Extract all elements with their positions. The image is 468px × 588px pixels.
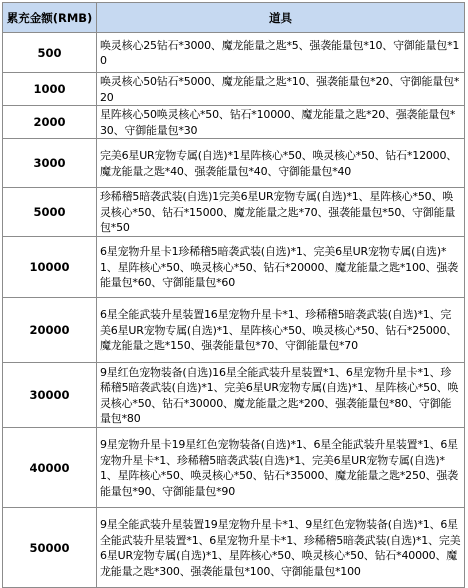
amount-cell: 10000 — [3, 237, 97, 298]
table-row — [3, 363, 465, 428]
items-cell: 珍稀稽5暗袭武装(自选)1完美6星UR宠物专属(自选)*1、星阵核心*50、唤灵核心*50、钻石*15000、魔龙能量之匙*70、强袭能量包*50、守御能量包*50 — [97, 188, 465, 237]
table-row — [3, 298, 465, 363]
header-row — [3, 3, 465, 33]
table-row — [3, 106, 465, 139]
items-cell: 6星宠物升星卡1珍稀稽5暗袭武装(自选)*1、完美6星UR宠物专属(自选)*1、星阵核心*50、唤灵核心*50、钻石*20000、魔龙能量之匙*100、强袭能量包*60、守御能量包*60 — [97, 237, 465, 298]
items-cell: 6星全能武装升星装置16星宠物升星卡*1、珍稀稽5暗袭武装(自选)*1、完美6星UR宠物专属(自选)*1、星阵核心*50、唤灵核心*50、钻石*25000、魔龙能量之匙*150、强袭能量包*70、守御能量包*70 — [97, 298, 465, 363]
amount-cell: 50000 — [3, 508, 97, 588]
items-cell: 唤灵核心50钻石*5000、魔龙能量之匙*10、强袭能量包*20、守御能量包*20 — [97, 73, 465, 106]
amount-cell: 30000 — [3, 363, 97, 428]
items-cell: 星阵核心50唤灵核心*50、钻石*10000、魔龙能量之匙*20、强袭能量包*30、守御能量包*30 — [97, 106, 465, 139]
items-cell: 9星全能武装升星装置19星宠物升星卡*1、9星红色宠物装备(自选)*1、6星全能武装升星装置*1、6星宠物升星卡*1、珍稀稽5暗袭武装(自选)*1、完美6星UR宠物专属(自选)*1、星阵核心*50、唤灵核心*50、钻石*40000、魔龙能量之匙*300、强袭能量包*100、守御能量包*100 — [97, 508, 465, 588]
items-cell: 唤灵核心25钻石*3000、魔龙能量之匙*5、强袭能量包*10、守御能量包*10 — [97, 33, 465, 73]
amount-cell: 20000 — [3, 298, 97, 363]
amount-cell: 40000 — [3, 428, 97, 508]
table-row — [3, 237, 465, 298]
amount-cell: 500 — [3, 33, 97, 73]
table-row — [3, 428, 465, 508]
recharge-reward-table — [2, 2, 465, 588]
table-row — [3, 188, 465, 237]
table-row — [3, 139, 465, 188]
items-cell: 9星宠物升星卡19星红色宠物装备(自选)*1、6星全能武装升星装置*1、6星宠物升星卡*1、珍稀稽5暗袭武装(自选)*1、完美6星UR宠物专属(自选)*1、星阵核心*50、唤灵核心*50、钻石*35000、魔龙能量之匙*250、强袭能量包*90、守御能量包*90 — [97, 428, 465, 508]
header-items: 道具 — [97, 3, 465, 33]
amount-cell: 3000 — [3, 139, 97, 188]
table-row — [3, 508, 465, 588]
items-cell: 9星红色宠物装备(自选)16星全能武装升星装置*1、6星宠物升星卡*1、珍稀稽5暗袭武装(自选)*1、完美6星UR宠物专属(自选)*1、星阵核心*50、唤灵核心*50、钻石*30000、魔龙能量之匙*200、强袭能量包*80、守御能量包*80 — [97, 363, 465, 428]
table-row — [3, 33, 465, 73]
items-cell: 完美6星UR宠物专属(自选)*1星阵核心*50、唤灵核心*50、钻石*12000、魔龙能量之匙*40、强袭能量包*40、守御能量包*40 — [97, 139, 465, 188]
amount-cell: 2000 — [3, 106, 97, 139]
table-row — [3, 73, 465, 106]
header-amount: 累充金额(RMB) — [3, 3, 97, 33]
amount-cell: 1000 — [3, 73, 97, 106]
amount-cell: 5000 — [3, 188, 97, 237]
